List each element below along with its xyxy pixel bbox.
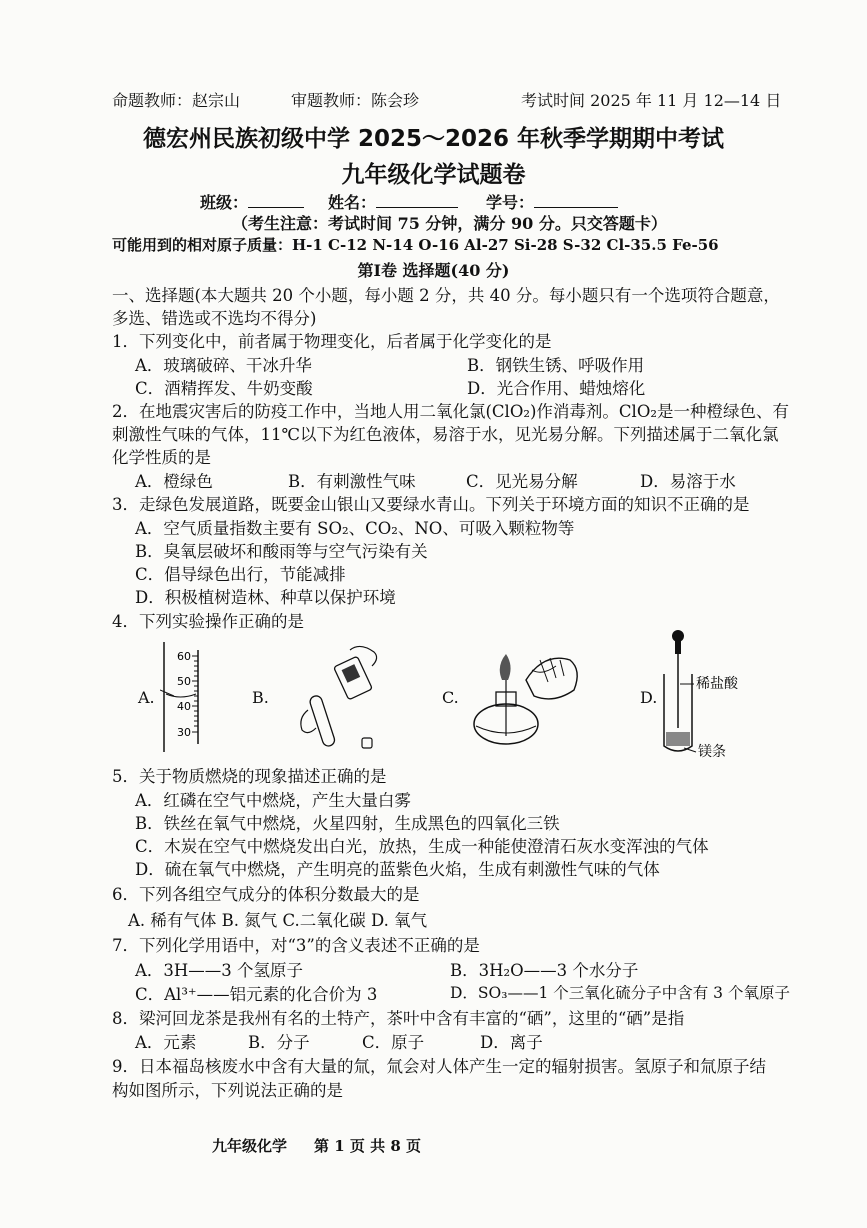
graduated-cylinder-figure	[160, 640, 220, 755]
q7-option-d: D．SO₃——1 个三氧化硫分子中含有 3 个氧原子	[450, 984, 790, 1002]
footer-subject: 九年级化学	[212, 1137, 288, 1155]
class-field	[200, 190, 304, 213]
q3-option-c: C．倡导绿色出行，节能减排	[135, 565, 346, 584]
q4-stem: 4．下列实验操作正确的是	[112, 612, 304, 631]
q1-stem: 1．下列变化中，前者属于物理变化，后者属于化学变化的是	[112, 332, 552, 351]
q7-option-c: C．Al³⁺——铝元素的化合价为 3	[135, 985, 378, 1004]
number-label: 学号：	[486, 193, 535, 212]
q8-option-a: A．元素	[135, 1033, 197, 1052]
q1-option-d: D．光合作用、蜡烛熔化	[467, 379, 646, 398]
name-label: 姓名：	[328, 193, 377, 212]
name-blank	[376, 193, 458, 208]
q7-option-a: A．3H——3 个氢原子	[135, 961, 304, 980]
q5-option-d: D．硫在氧气中燃烧，产生明亮的蓝紫色火焰，生成有刺激性气味的气体	[135, 860, 660, 879]
dilute-hcl-label: 稀盐酸	[696, 676, 738, 692]
q4-option-a-label: A.	[138, 688, 155, 707]
atomic-masses: 可能用到的相对原子质量：H-1 C-12 N-14 O-16 Al-27 Si-28 S-32 Cl-35.5 Fe-56	[112, 236, 719, 254]
pouring-liquid-figure	[290, 640, 400, 755]
q4-option-d-label: D.	[640, 688, 658, 707]
q2-option-d: D．易溶于水	[640, 472, 736, 491]
q5-option-c: C．木炭在空气中燃烧发出白光，放热，生成一种能使澄清石灰水变浑浊的气体	[135, 837, 709, 856]
q4-option-c-label: C.	[442, 688, 459, 707]
q5-option-a: A．红磷在空气中燃烧，产生大量白雾	[135, 791, 411, 810]
scale-tick-40: 40	[177, 700, 191, 713]
q4-option-b-label: B.	[252, 688, 269, 707]
exam-title: 德宏州民族初级中学 2025～2026 年秋季学期期中考试	[142, 126, 725, 152]
q9-stem-line-2: 构如图所示，下列说法正确的是	[112, 1081, 343, 1100]
class-blank	[248, 193, 304, 208]
part-title: 第Ⅰ卷 选择题(40 分)	[357, 261, 510, 280]
q2-option-b: B．有刺激性气味	[288, 472, 416, 491]
q6-options: A. 稀有气体 B. 氮气 C.二氧化碳 D. 氧气	[128, 911, 428, 930]
q7-option-b: B．3H₂O——3 个水分子	[450, 961, 639, 980]
number-field	[486, 190, 618, 213]
exam-notice: （考生注意：考试时间 75 分钟，满分 90 分。只交答题卡）	[232, 214, 667, 233]
q8-option-d: D．离子	[480, 1033, 543, 1052]
q2-option-c: C．见光易分解	[466, 472, 578, 491]
q8-stem: 8．梁河回龙茶是我州有名的土特产，茶叶中含有丰富的“硒”，这里的“硒”是指	[112, 1009, 685, 1028]
q2-option-a: A．橙绿色	[135, 472, 213, 491]
q3-option-d: D．积极植树造林、种草以保护环境	[135, 588, 396, 607]
q2-stem-line-3: 化学性质的是	[112, 448, 211, 467]
class-label: 班级：	[200, 193, 249, 212]
q3-option-a: A．空气质量指数主要有 SO₂、CO₂、NO、可吸入颗粒物等	[135, 519, 575, 538]
q6-stem: 6．下列各组空气成分的体积分数最大的是	[112, 885, 420, 904]
footer-page-number: 第 1 页 共 8 页	[314, 1137, 421, 1155]
q3-option-b: B．臭氧层破坏和酸雨等与空气污染有关	[135, 542, 428, 561]
exam-subtitle: 九年级化学试题卷	[341, 162, 526, 188]
proposer-label: 命题教师：赵宗山	[112, 91, 241, 110]
scale-tick-50: 50	[177, 675, 191, 688]
q5-stem: 5．关于物质燃烧的现象描述正确的是	[112, 767, 387, 786]
section-intro-line-2: 多选、错选或不选均不得分)	[112, 309, 317, 328]
q8-option-b: B．分子	[248, 1033, 310, 1052]
reviewer-label: 审题教师：陈会珍	[291, 91, 420, 110]
section-intro-line-1: 一、选择题(本大题共 20 个小题，每小题 2 分，共 40 分。每小题只有一个选项符合题意，	[112, 286, 780, 305]
number-blank	[534, 193, 618, 208]
magnesium-strip-label: 镁条	[698, 744, 726, 758]
q8-option-c: C．原子	[362, 1033, 425, 1052]
q7-stem: 7．下列化学用语中，对“3”的含义表述不正确的是	[112, 936, 480, 955]
q1-option-b: B．钢铁生锈、呼吸作用	[467, 356, 645, 375]
dropper-test-tube-figure	[660, 628, 770, 758]
q1-option-c: C．酒精挥发、牛奶变酸	[135, 379, 313, 398]
name-field	[328, 190, 458, 213]
scale-tick-60: 60	[177, 650, 191, 663]
q1-option-a: A．玻璃破碎、干冰升华	[135, 356, 312, 375]
q9-stem-line-1: 9．日本福岛核废水中含有大量的氚，氚会对人体产生一定的辐射损害。氢原子和氚原子结	[112, 1057, 766, 1076]
q2-stem-line-2: 刺激性气味的气体，11℃以下为红色液体，易溶于水，见光易分解。下列描述属于二氧化氯	[112, 425, 779, 444]
alcohol-lamp-figure	[466, 636, 586, 751]
q2-stem-line-1: 2．在地震灾害后的防疫工作中，当地人用二氧化氯(ClO₂)作消毒剂。ClO₂是一种橙绿色、有	[112, 402, 789, 421]
q5-option-b: B．铁丝在氧气中燃烧，火星四射，生成黑色的四氧化三铁	[135, 814, 560, 833]
exam-time-label: 考试时间 2025 年 11 月 12—14 日	[521, 91, 782, 110]
scale-tick-30: 30	[177, 726, 191, 739]
q3-stem: 3．走绿色发展道路，既要金山银山又要绿水青山。下列关于环境方面的知识不正确的是	[112, 495, 750, 514]
